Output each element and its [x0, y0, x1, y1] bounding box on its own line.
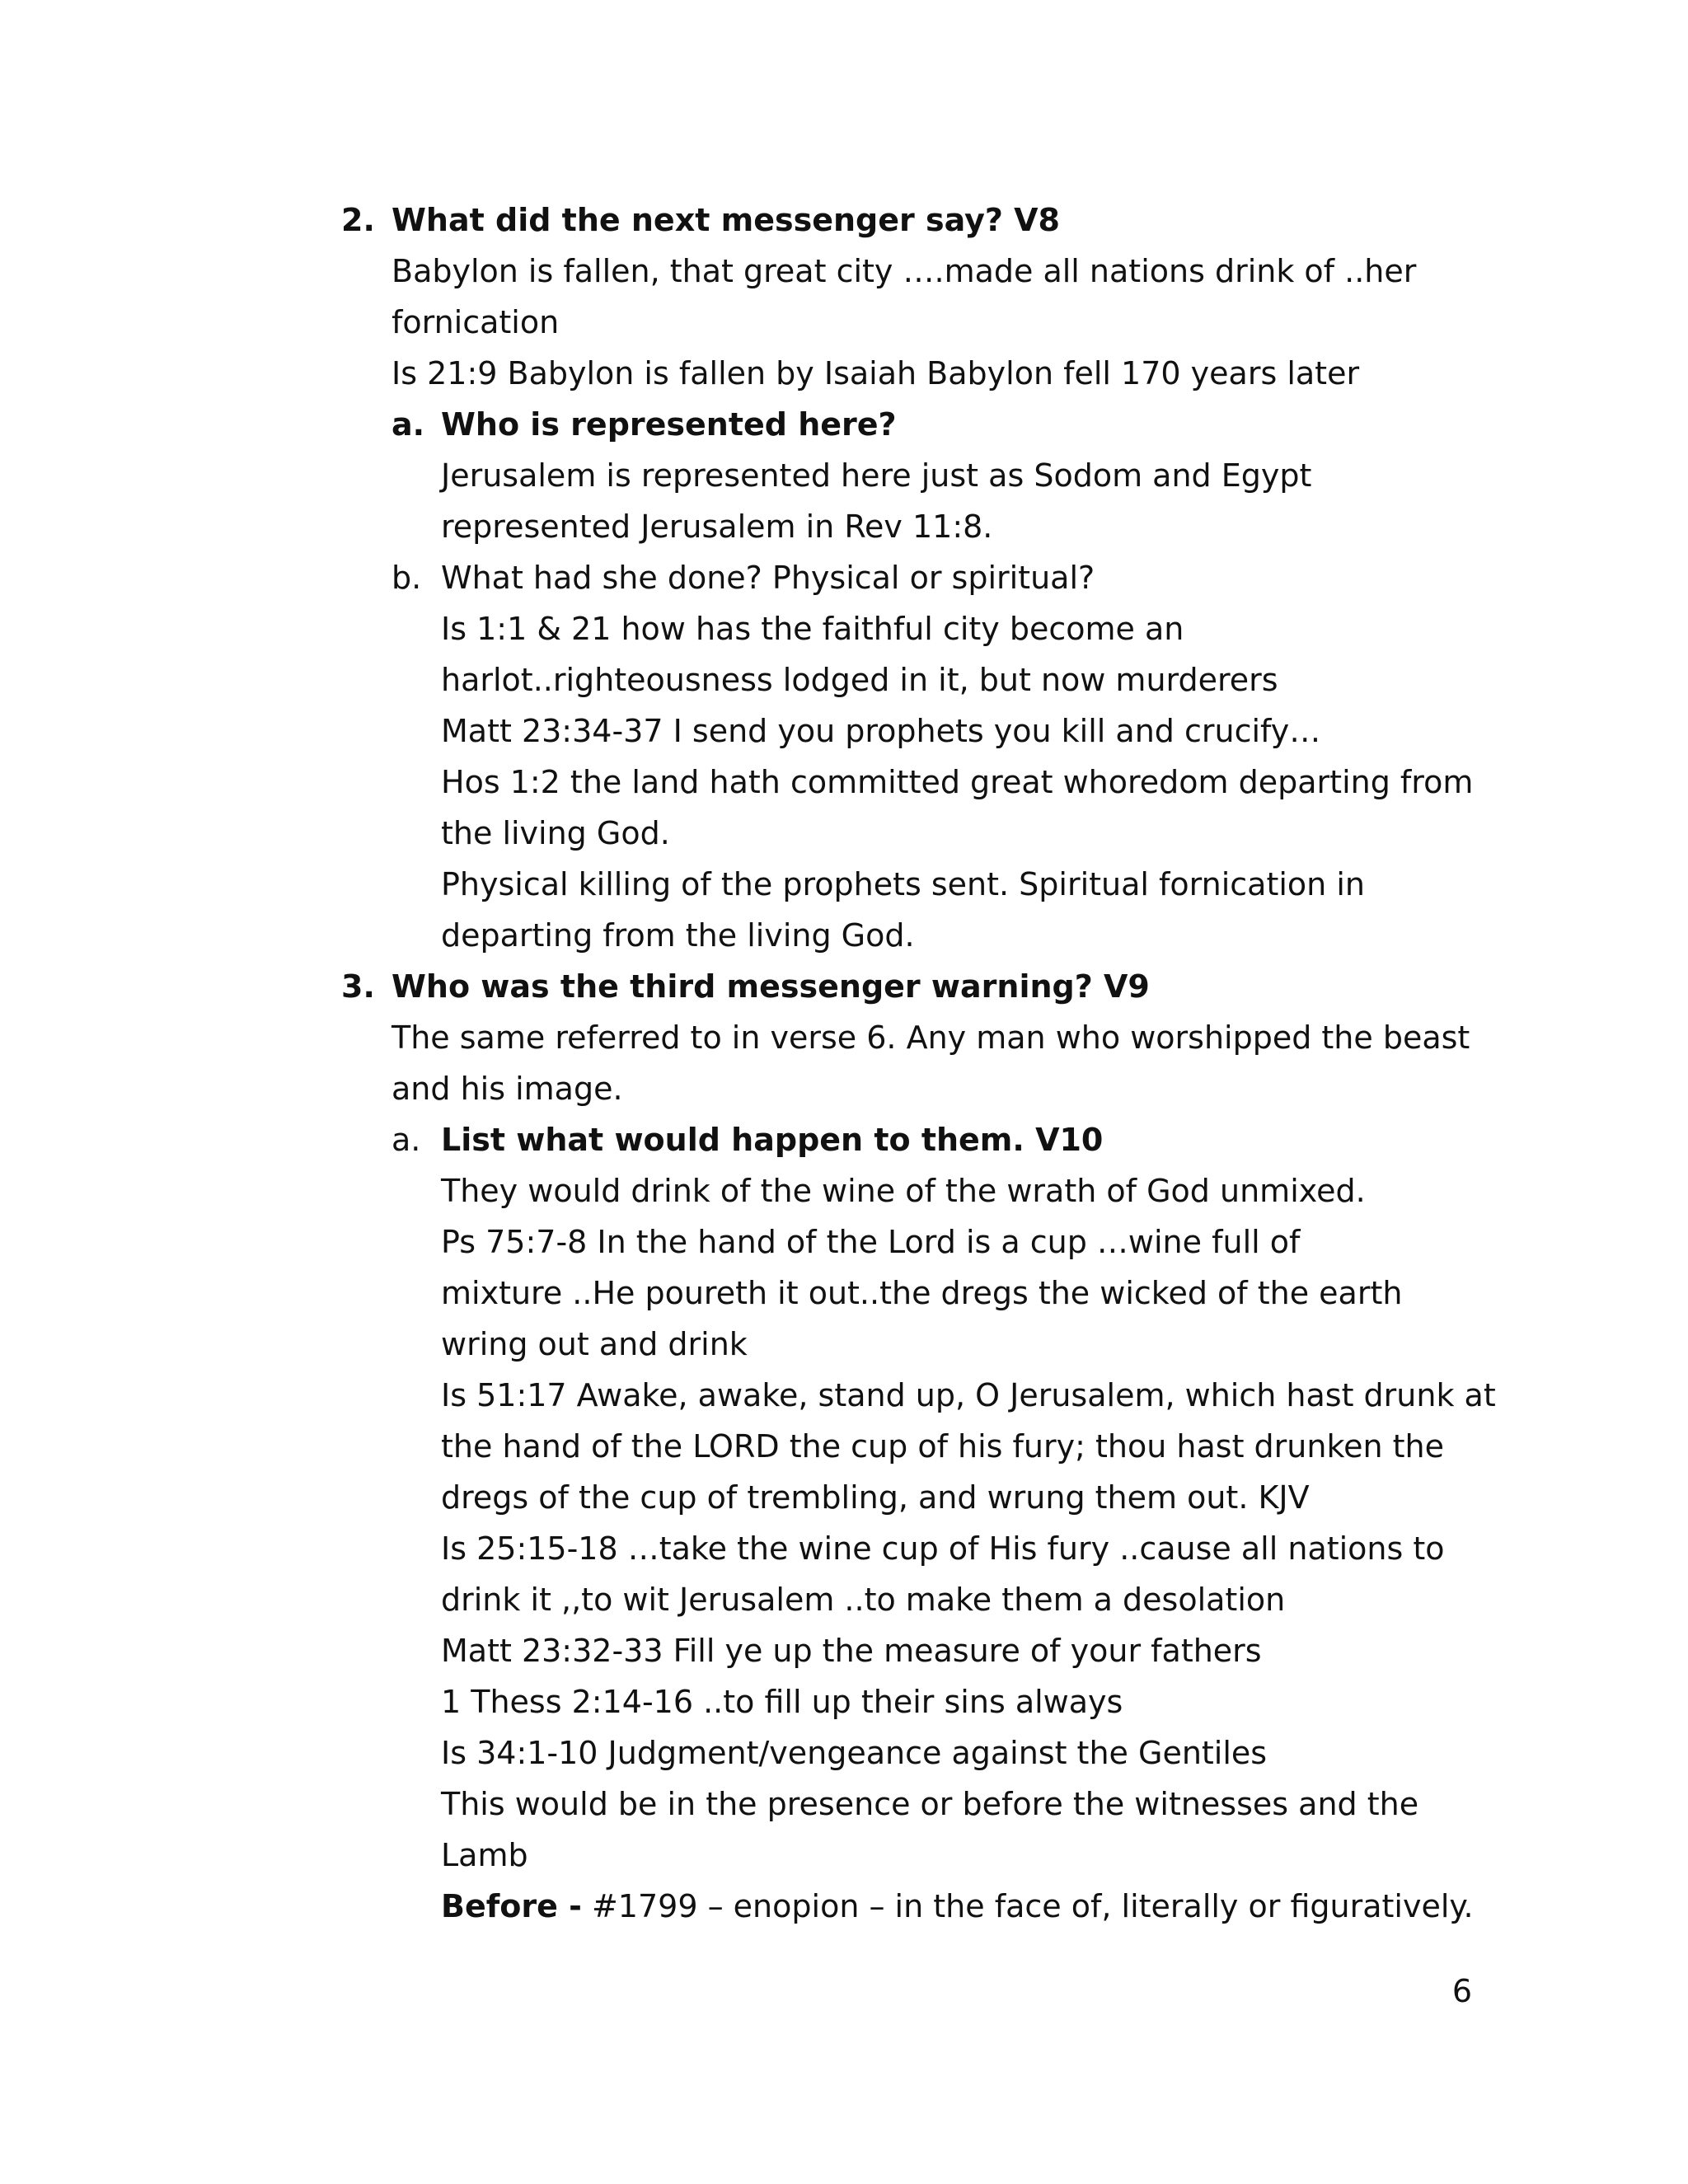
- item-2b-line: Hos 1:2 the land hath committed great whoredom departing from: [441, 764, 1474, 800]
- item-3a-line: drink it ,,to wit Jerusalem ..to make them a desolation: [441, 1582, 1286, 1618]
- item-2b-label: b.: [392, 560, 422, 596]
- item-3a-line: wring out and drink: [441, 1326, 748, 1362]
- item-2a-label: a.: [392, 406, 425, 443]
- item-2b-question: What had she done? Physical or spiritual?: [441, 560, 1095, 596]
- item-3-number: 3.: [341, 968, 375, 1005]
- item-3a-line: Is 25:15-18 …take the wine cup of His fury ..cause all nations to: [441, 1530, 1445, 1567]
- item-2a-line: Jerusalem is represented here just as Sodom and Egypt: [441, 457, 1312, 494]
- item-3a-line: mixture ..He poureth it out..the dregs the wicked of the earth: [441, 1275, 1403, 1311]
- item-3a-label: a.: [392, 1122, 421, 1158]
- item-3a-line: This would be in the presence or before the witnesses and the: [441, 1786, 1419, 1822]
- definition-line: [441, 1881, 1474, 1932]
- page-number: 6: [1451, 1973, 1472, 2009]
- item-2-line: Babylon is fallen, that great city ….made all nations drink of ..her: [392, 253, 1417, 289]
- item-3a-line: the hand of the LORD the cup of his fury; thou hast drunken the: [441, 1428, 1445, 1465]
- item-3a-line: dregs of the cup of trembling, and wrung them out. KJV: [441, 1479, 1310, 1516]
- item-2b-line: departing from the living God.: [441, 917, 915, 954]
- item-2b-line: Is 1:1 & 21 how has the faithful city become an: [441, 611, 1184, 647]
- item-2b-line: Physical killing of the prophets sent. Spiritual fornication in: [441, 866, 1365, 902]
- item-2a-line: represented Jerusalem in Rev 11:8.: [441, 509, 993, 545]
- definition-term: Before -: [441, 1888, 582, 1924]
- item-3-question: Who was the third messenger warning? V9: [392, 968, 1150, 1005]
- item-2b-line: the living God.: [441, 815, 670, 851]
- item-3a-line: Ps 75:7-8 In the hand of the Lord is a cup …wine full of: [441, 1224, 1301, 1260]
- definition-text: #1799 – enopion – in the face of, literally or figuratively.: [581, 1888, 1474, 1924]
- item-2-question: What did the next messenger say? V8: [392, 202, 1060, 238]
- item-3a-line: Matt 23:32-33 Fill ye up the measure of your fathers: [441, 1633, 1262, 1669]
- item-3a-line: 1 Thess 2:14-16 ..to fill up their sins always: [441, 1684, 1123, 1720]
- item-3a-line: Lamb: [441, 1837, 528, 1873]
- item-2-line: Is 21:9 Babylon is fallen by Isaiah Babylon fell 170 years later: [392, 355, 1360, 391]
- item-3-line: The same referred to in verse 6. Any man who worshipped the beast: [392, 1019, 1470, 1056]
- item-2-number: 2.: [341, 202, 375, 238]
- item-2b-line: Matt 23:34-37 I send you prophets you kill and crucify…: [441, 713, 1321, 749]
- item-3a-line: They would drink of the wine of the wrath of God unmixed.: [441, 1173, 1366, 1209]
- item-3a-line: Is 34:1-10 Judgment/vengeance against the Gentiles: [441, 1735, 1268, 1771]
- item-3a-question: List what would happen to them. V10: [441, 1122, 1104, 1158]
- item-3a-line: Is 51:17 Awake, awake, stand up, O Jerusalem, which hast drunk at: [441, 1377, 1496, 1413]
- item-3-line: and his image.: [392, 1071, 623, 1107]
- item-2b-line: harlot..righteousness lodged in it, but now murderers: [441, 662, 1278, 698]
- item-2-line: fornication: [392, 304, 560, 340]
- item-2a-question: Who is represented here?: [441, 406, 897, 443]
